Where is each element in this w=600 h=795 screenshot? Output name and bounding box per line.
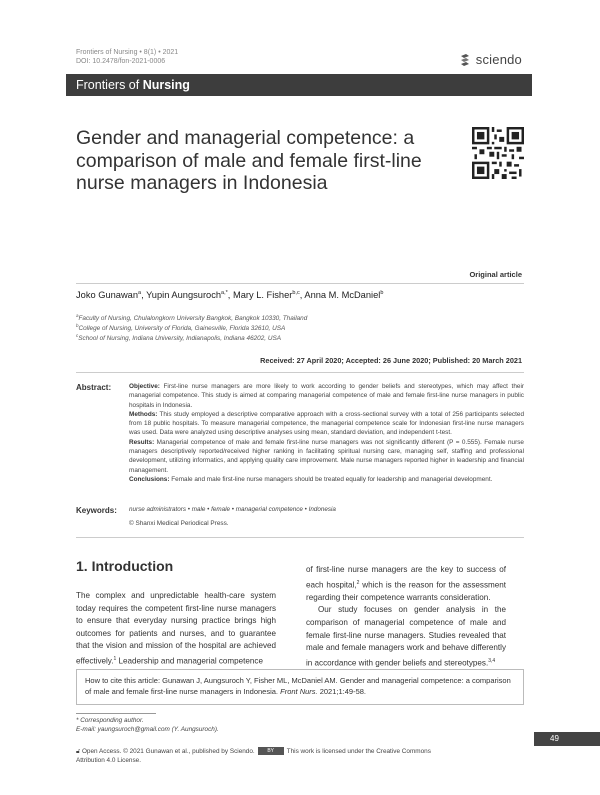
paragraph: The complex and unpredictable health-care system today requires the competent first-line nurse managers to ensure that everyday nursing practice brings high outcomes for patients and nurses, and to guarantee that the vision and mission of the hospital are achieved effectively.$^1$ Leadership and managerial competence [76, 591, 276, 666]
abstract-body [129, 382, 524, 484]
footnote-divider [76, 713, 156, 714]
divider [76, 283, 524, 284]
author-list [76, 290, 383, 300]
cc-by-license-icon[interactable]: BY [258, 747, 284, 755]
section-heading-introduction: 1. Introduction [76, 558, 174, 574]
abstract-results: Results: Managerial competence of male and female first-line nurse managers was not significantly different (P = 0.555). Female nurse managers descriptively reported/received higher ranking in facilitating spiritual nursing care, managing self, staffing and professional development, utilizing informatics, and applying quality care improvement. Male nurse managers reported higher in leadership and financial management. [129, 438, 524, 474]
citation-box: How to cite this article: Gunawan J, Aungsuroch Y, Fisher ML, McDaniel AM. Gender and managerial competence: a comparison of male and female first-line nurse managers in Indonesia. Front Nurs. 2021;1:49-58. [76, 669, 524, 705]
page-number: 49 [534, 732, 600, 746]
license-footer: 🔓︎ Open Access. © 2021 Gunawan et al., published by Sciendo. BY This work is licensed under the Creative Commons Attribution 4.0 License. [76, 748, 431, 764]
body-column-left [76, 590, 276, 668]
article-type: Original article [469, 270, 522, 279]
open-access-icon: 🔓︎ [76, 748, 81, 755]
affiliation: $^a$Faculty of Nursing, Chulalongkorn University Bangkok, Bangkok 10330, Thailand [76, 313, 308, 323]
author: Mary L. Fisher$^{b,c}$, [232, 290, 305, 301]
affiliation: $^c$School of Nursing, Indiana University, Indianapolis, Indiana 46202, USA [76, 333, 281, 343]
paragraph: of first-line nurse managers are the key to success of each hospital,$^2$ which is the reason for the assessment regarding their competence warrants consideration. [306, 565, 506, 602]
divider [76, 537, 524, 538]
divider [76, 372, 524, 373]
author: Anna M. McDaniel$^b$ [304, 290, 384, 301]
correspondence [76, 716, 219, 734]
paragraph: Our study focuses on gender analysis in the comparison of managerial competence of male and female first-line nurse managers. Studies revealed that male and female managers work and behave differently in accordance with gender beliefs and stereotypes.$^{3,4}$ [306, 605, 506, 668]
publication-dates: Received: 27 April 2020; Accepted: 26 June 2020; Published: 20 March 2021 [260, 356, 522, 365]
corresponding-author-label: * Corresponding author. [76, 717, 144, 724]
abstract-objective: Objective: First-line nurse managers are more likely to work according to gender beliefs and stereotypes, which may affect their managerial competence. This study is aimed at comparing managerial competence of male and female first-line nurse managers in public hospitals in Indonesia. [129, 383, 524, 409]
body-column-right [306, 564, 506, 670]
doi-line[interactable]: DOI: 10.2478/fon-2021-0006 [76, 58, 166, 65]
band-name: Nursing [142, 78, 190, 92]
affiliation: $^b$College of Nursing, University of Florida, Gainesville, Florida 32610, USA [76, 323, 286, 333]
sciendo-logo-icon [459, 53, 471, 67]
article-title: Gender and managerial competence: a comparison of male and female first-line nurse managers in Indonesia [76, 127, 422, 194]
author: Joko Gunawan$^a$, [76, 290, 147, 301]
keywords-list: nurse administrators • male • female • managerial competence • Indonesia [129, 506, 336, 513]
publisher-logo[interactable] [459, 52, 522, 67]
journal-line: Frontiers of Nursing • 8(1) • 2021 [76, 49, 179, 56]
abstract-conclusions: Conclusions: Female and male first-line nurse managers should be treated equally for leadership and managerial development. [129, 475, 493, 483]
journal-band [66, 74, 532, 96]
keywords-label: Keywords: [76, 506, 117, 515]
publisher-name: sciendo [475, 52, 522, 67]
copyright-notice: © Shanxi Medical Periodical Press. [129, 520, 229, 527]
abstract-methods: Methods: This study employed a descriptive comparative approach with a cross-sectional survey with a total of 256 participants selected from 18 public hospitals. To measure managerial competence, the managerial competence scale for Indonesian first-line nurse managers was used. Data were analyzed using descriptive analyses using mean, standard deviation, and independent t-test. [129, 410, 524, 437]
qr-code-icon[interactable] [472, 127, 524, 179]
corresponding-email[interactable]: E-mail: yaungsuroch@gmail.com (Y. Aungsuroch). [76, 726, 219, 733]
abstract-label: Abstract: [76, 383, 112, 392]
author: Yupin Aungsuroch$^{a,*}$, [146, 290, 233, 301]
band-prefix: Frontiers of [76, 78, 143, 92]
